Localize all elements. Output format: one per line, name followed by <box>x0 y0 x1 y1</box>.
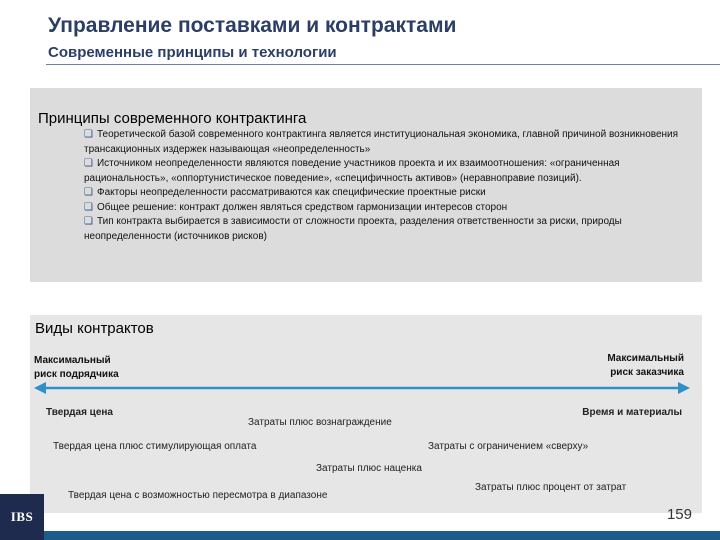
bullet-text: Теоретической базой современного контрактинга является институциональная экономика, главной причиной возникновения трансакционных издержек называющая «неопределенность» <box>84 129 679 155</box>
contract-types-heading: Виды контрактов <box>35 320 154 337</box>
bullet-text: Тип контракта выбирается в зависимости от сложности проекта, разделения ответственности за риски, природы неопределенности (источников рисков) <box>84 216 622 242</box>
checkbox-bullet-icon: ❏ <box>84 129 93 140</box>
contract-fixed-price-range: Твердая цена с возможностью пересмотра в диапазоне <box>68 490 328 501</box>
risk-scale-arrow <box>34 381 690 395</box>
contractor-risk-label <box>34 354 119 382</box>
contract-cost-capped: Затраты с ограничением «сверху» <box>428 441 589 452</box>
page-number: 159 <box>666 506 692 523</box>
list-item <box>84 186 696 201</box>
list-item <box>84 215 696 244</box>
contract-cost-plus-percent: Затраты плюс процент от затрат <box>475 482 627 493</box>
contract-cost-plus-markup: Затраты плюс наценка <box>316 463 422 474</box>
principles-list <box>84 128 696 244</box>
contract-fixed-price: Твердая цена <box>46 407 113 418</box>
footer-bar <box>44 531 720 540</box>
contract-time-materials: Время и материалы <box>582 407 682 418</box>
customer-risk-line-2: риск заказчика <box>610 367 684 378</box>
bullet-text: Факторы неопределенности рассматриваются как специфические проектные риски <box>96 187 486 198</box>
list-item <box>84 201 696 216</box>
list-item <box>84 157 696 186</box>
contractor-risk-line-1: Максимальный <box>34 355 111 366</box>
checkbox-bullet-icon: ❏ <box>84 158 93 169</box>
checkbox-bullet-icon: ❏ <box>84 187 93 198</box>
contract-cost-plus-fee: Затраты плюс вознаграждение <box>248 417 392 428</box>
list-item <box>84 128 696 157</box>
bullet-text: Источником неопределенности являются поведение участников проекта и их взаимоотношения: «ограниченная рациональность», «оппортунистическое поведение», «специфичность активов» (неравноправие позиций). <box>84 158 620 184</box>
contract-fixed-price-incentive: Твердая цена плюс стимулирующая оплата <box>53 441 257 452</box>
header-divider <box>46 64 720 65</box>
slide-subtitle: Современные принципы и технологии <box>48 44 337 61</box>
checkbox-bullet-icon: ❏ <box>84 201 93 213</box>
bullet-text: Общее решение: контракт должен являться средством гармонизации интересов сторон <box>96 201 508 213</box>
checkbox-bullet-icon: ❏ <box>84 216 93 227</box>
slide-title: Управление поставками и контрактами <box>48 14 457 37</box>
principles-heading: Принципы современного контрактинга <box>38 110 307 127</box>
contractor-risk-line-2: риск подрядчика <box>34 369 119 380</box>
customer-risk-label <box>607 352 684 380</box>
customer-risk-line-1: Максимальный <box>607 353 684 364</box>
ibs-logo: IBS <box>0 494 44 540</box>
